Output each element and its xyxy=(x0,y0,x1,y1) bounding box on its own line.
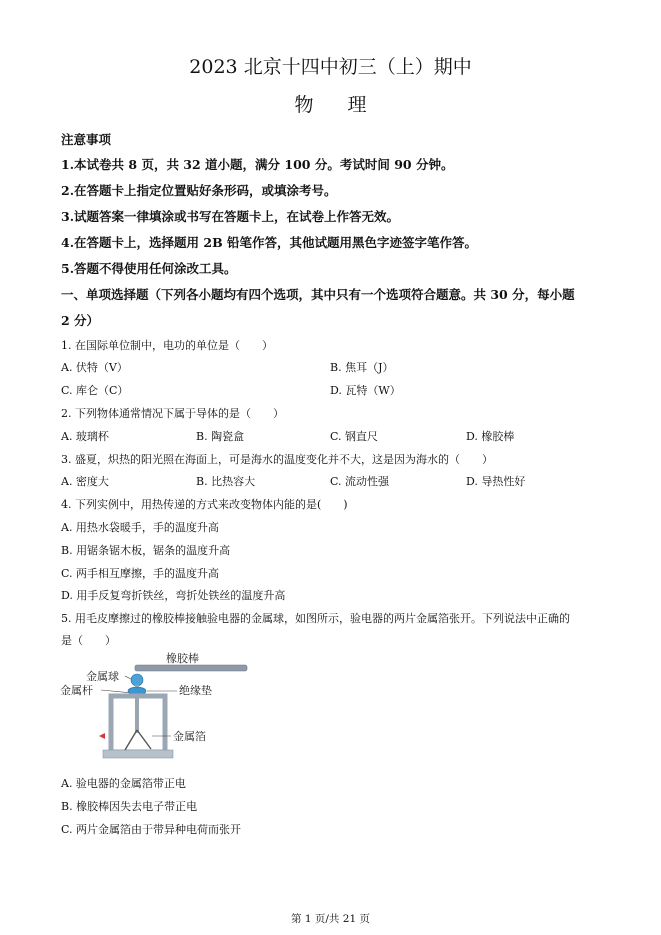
question-2-stem: 2. 下列物体通常情况下属于导体的是（ ） xyxy=(61,407,284,420)
red-marker xyxy=(99,733,105,739)
notes-item: 1.本试卷共 8 页，共 32 道小题，满分 100 分。考试时间 90 分钟。 xyxy=(61,157,454,172)
question-1-option-d: D. 瓦特（W） xyxy=(330,384,401,397)
question-2-option-d: D. 橡胶棒 xyxy=(466,430,515,443)
insulating-pad-label: 绝缘垫 xyxy=(179,684,212,697)
question-4-option-a: A. 用热水袋暖手，手的温度升高 xyxy=(61,521,219,534)
metal-ball-label: 金属球 xyxy=(86,670,119,683)
question-1-option-a: A. 伏特（V） xyxy=(61,361,128,374)
question-5-stem-cont: 是（ ） xyxy=(61,634,116,647)
subject-title: 物理 xyxy=(294,94,401,116)
page-footer: 第 1 页/共 21 页 xyxy=(291,913,370,925)
question-3-option-b: B. 比热容大 xyxy=(196,475,256,488)
section-heading-cont: 2 分） xyxy=(61,313,100,328)
question-4-option-c: C. 两手相互摩擦，手的温度升高 xyxy=(61,567,220,580)
section-heading: 一、单项选择题（下列各小题均有四个选项，其中只有一个选项符合题意。共 30 分，每小题 xyxy=(61,287,575,302)
electroscope-figure xyxy=(55,650,270,768)
question-3-stem: 3. 盛夏，炽热的阳光照在海面上，可是海水的温度变化并不大，这是因为海水的（ ） xyxy=(61,453,493,466)
metal-ball xyxy=(131,674,143,686)
question-3-option-c: C. 流动性强 xyxy=(330,475,390,488)
question-4-option-b: B. 用锯条锯木板，锯条的温度升高 xyxy=(61,544,231,557)
notes-item: 3.试题答案一律填涂或书写在答题卡上，在试卷上作答无效。 xyxy=(61,209,400,224)
question-2-option-c: C. 钢直尺 xyxy=(330,430,379,443)
notes-item: 4.在答题卡上，选择题用 2B 铅笔作答，其他试题用黑色字迹签字笔作答。 xyxy=(61,235,478,250)
question-3-option-a: A. 密度大 xyxy=(61,475,109,488)
metal-rod-label: 金属杆 xyxy=(60,684,93,697)
metal-foil-left xyxy=(125,730,137,750)
electroscope-base xyxy=(103,750,173,758)
question-5-option-a: A. 验电器的金属箔带正电 xyxy=(61,777,186,790)
metal-foil-right xyxy=(137,730,151,749)
question-2-option-a: A. 玻璃杯 xyxy=(61,430,109,443)
question-5-option-c: C. 两片金属箔由于带异种电荷而张开 xyxy=(61,823,242,836)
page-title: 2023 北京十四中初三（上）期中 xyxy=(189,56,472,78)
question-5-option-b: B. 橡胶棒因失去电子带正电 xyxy=(61,800,198,813)
rubber-rod xyxy=(135,665,247,671)
notes-item: 2.在答题卡上指定位置贴好条形码，或填涂考号。 xyxy=(61,183,337,198)
question-4-option-d: D. 用手反复弯折铁丝，弯折处铁丝的温度升高 xyxy=(61,589,286,602)
question-1-option-c: C. 库仑（C） xyxy=(61,384,129,397)
question-1-option-b: B. 焦耳（J） xyxy=(330,361,394,374)
question-3-option-d: D. 导热性好 xyxy=(466,475,526,488)
question-2-option-b: B. 陶瓷盒 xyxy=(196,430,245,443)
question-5-stem: 5. 用毛皮摩擦过的橡胶棒接触验电器的金属球，如图所示，验电器的两片金属箔张开。下列说法中正确的 xyxy=(61,612,570,625)
notes-heading: 注意事项 xyxy=(61,132,112,147)
question-1-stem: 1. 在国际单位制中，电功的单位是（ ） xyxy=(61,339,273,352)
rubber-rod-label: 橡胶棒 xyxy=(166,652,199,665)
notes-item: 5.答题不得使用任何涂改工具。 xyxy=(61,261,237,276)
metal-foil-label: 金属箔 xyxy=(173,730,206,743)
question-4-stem: 4. 下列实例中，用热传递的方式来改变物体内能的是( ) xyxy=(61,498,348,511)
